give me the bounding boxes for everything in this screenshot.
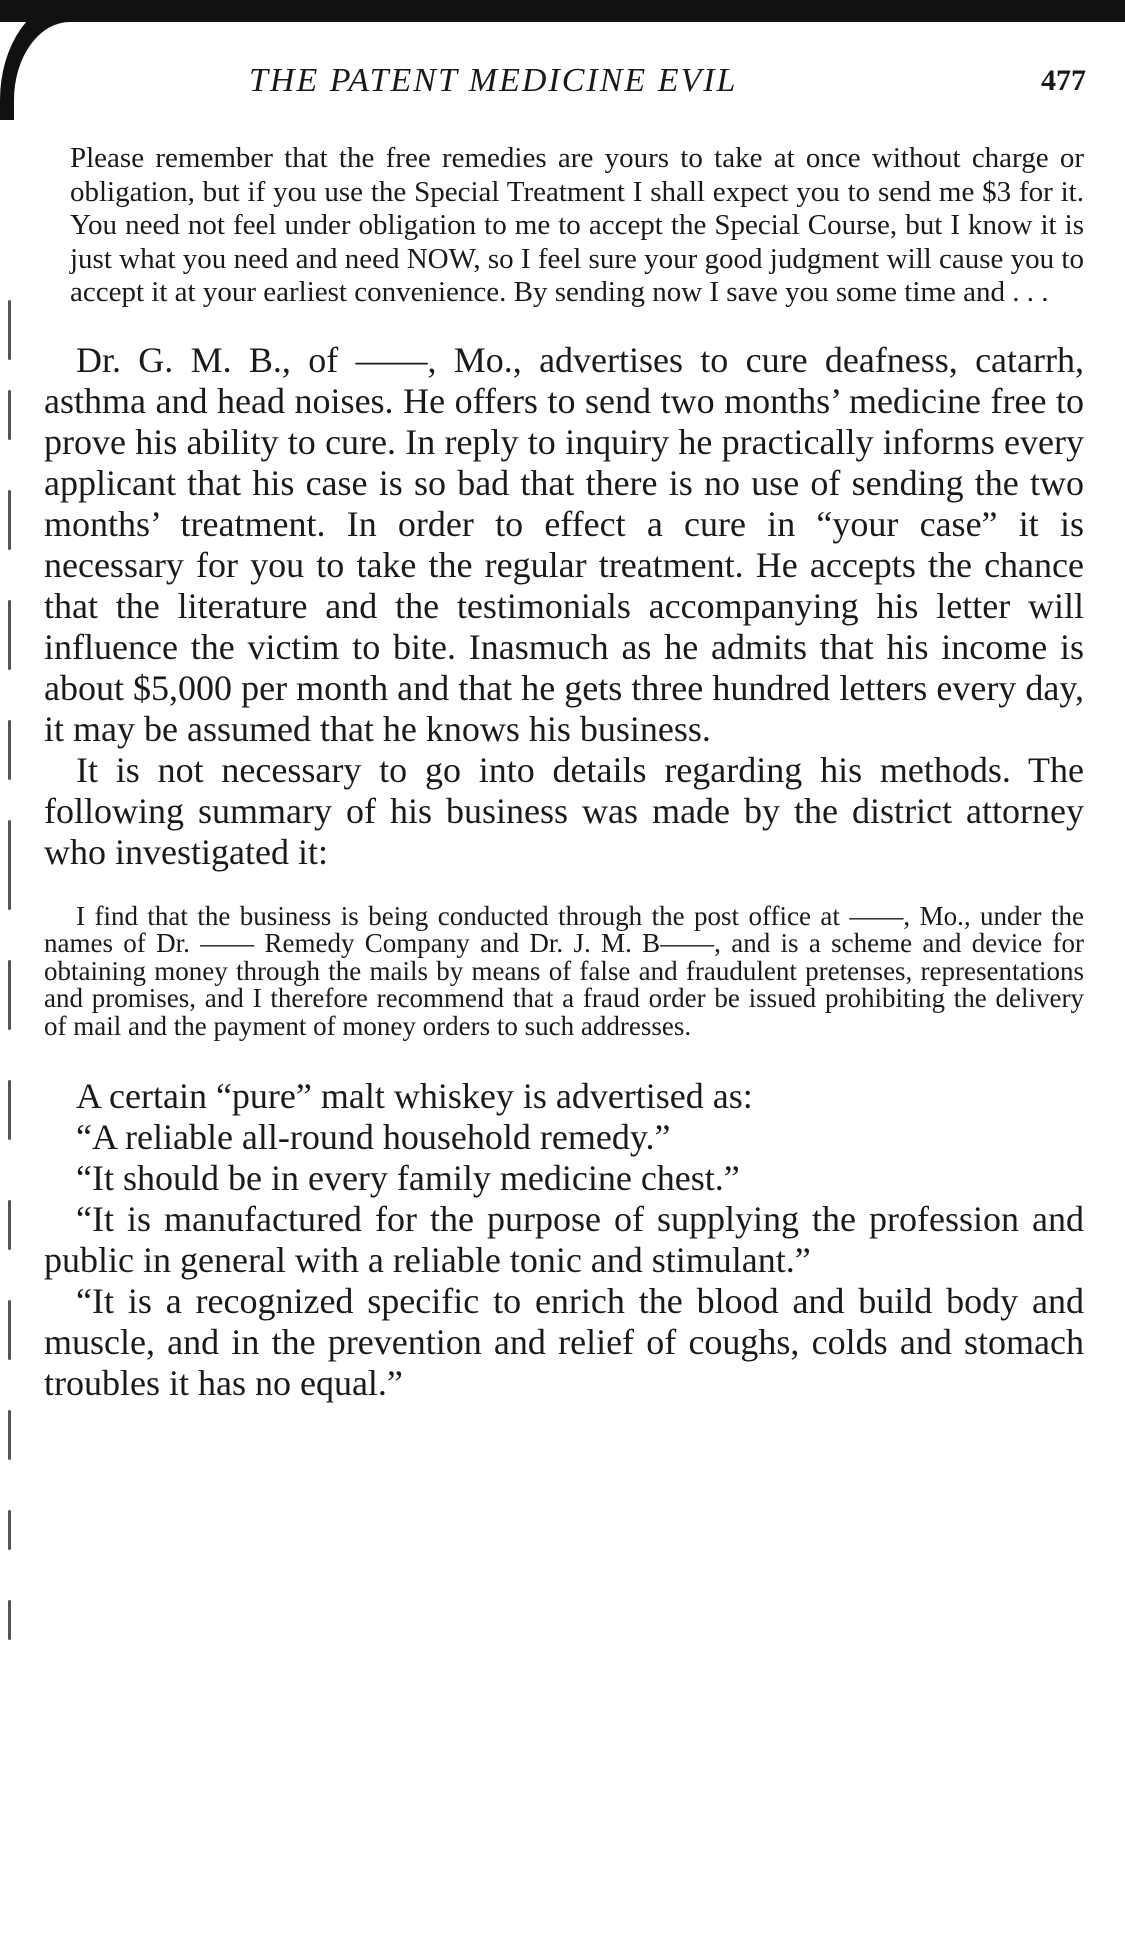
page-number: 477 bbox=[1041, 64, 1086, 97]
whiskey-quote: “A reliable all-round household remedy.” bbox=[76, 1117, 671, 1157]
whiskey-quote: “It should be in every family medicine chest.” bbox=[76, 1158, 740, 1198]
whiskey-intro: A certain “pure” malt whiskey is advertised as: bbox=[76, 1076, 753, 1116]
whiskey-quote: “It is manufactured for the purpose of supplying the profession and public in general with a reliable tonic and stimulant.” bbox=[44, 1199, 1084, 1280]
whiskey-section bbox=[44, 1076, 1084, 1404]
attorney-summary-quote: I find that the business is being conducted through the post office at ——, Mo., under the names of Dr. —— Remedy Company and Dr. J. M. B——, and is a scheme and device for obtaining money through the mails by means of false and fraudulent pretenses, representations and promises, and I therefore recommend that a fraud order be issued prohibiting the delivery of mail and the payment of money orders to such addresses. bbox=[44, 900, 1084, 1041]
page-top-border bbox=[0, 0, 1125, 22]
paragraph-dr-gmb: Dr. G. M. B., of ——, Mo., advertises to cure deafness, catarrh, asthma and head noises. He offers to send two months’ medicine free to prove his ability to cure. In reply to inquiry he practically informs every applicant that his case is so bad that there is no use of sending the two months’ treatment. In order to effect a cure in “your case” it is necessary for you to take the regular treatment. He accepts the chance that the literature and the testimonials accompanying his letter will influence the victim to bite. Inasmuch as he admits that his income is about $5,000 per month and that he gets three hundred letters every day, it may be assumed that he knows his business. bbox=[44, 339, 1084, 749]
page-header bbox=[44, 62, 1084, 112]
running-title: THE PATENT MEDICINE EVIL bbox=[249, 62, 738, 99]
letter-excerpt: Please remember that the free remedies are yours to take at once without charge or obligation, but if you use the Special Treatment I shall expect you to send me $3 for it. You need not feel under obligation to me to accept the Special Course, but I know it is just what you need and need NOW, so I feel sure your good judgment will cause you to accept it at your earliest convenience. By sending now I save you some time and . . . bbox=[70, 142, 1084, 308]
paragraph-methods: It is not necessary to go into details regarding his methods. The following summary of his business was made by the district attorney who investigated it: bbox=[44, 749, 1084, 872]
whiskey-quote: “It is a recognized specific to enrich the blood and build body and muscle, and in the prevention and relief of coughs, colds and stomach troubles it has no equal.” bbox=[44, 1281, 1084, 1403]
margin-pencil-marks bbox=[4, 300, 18, 1720]
book-page bbox=[44, 62, 1084, 1404]
